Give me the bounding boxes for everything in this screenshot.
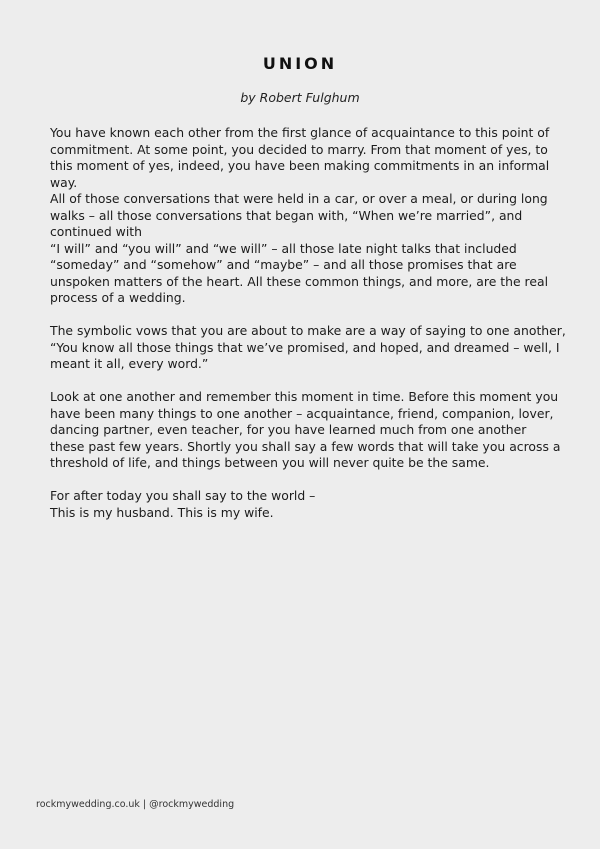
text-line: this moment of yes, indeed, you have been making commitments in an informal bbox=[50, 158, 550, 173]
text-line: Look at one another and remember this moment in time. Before this moment you bbox=[50, 389, 559, 404]
text-line: way. bbox=[50, 174, 78, 190]
author-byline: by Robert Fulghum bbox=[240, 90, 360, 105]
text-line: dancing partner, even teacher, for you have learned much from one another bbox=[50, 422, 527, 437]
text-line: unspoken matters of the heart. All these common things, and more, are the real bbox=[50, 273, 549, 289]
text-line: The symbolic vows that you are about to make are a way of saying to one another, bbox=[50, 323, 566, 338]
text-line: You have known each other from the first glance of acquaintance to this point of bbox=[50, 125, 550, 140]
paragraph bbox=[50, 125, 570, 307]
text-line: continued with bbox=[50, 224, 142, 239]
document-title: UNION bbox=[262, 54, 338, 73]
text-line: “someday” and “somehow” and “maybe” – and all those promises that are bbox=[50, 257, 517, 272]
text-line: For after today you shall say to the world – bbox=[50, 488, 316, 503]
text-line: process of a wedding. bbox=[50, 290, 186, 305]
document-body bbox=[50, 125, 570, 538]
text-line: threshold of life, and things between you will never quite be the same. bbox=[50, 455, 490, 470]
text-line: these past few years. Shortly you shall say a few words that will take you across a bbox=[50, 438, 561, 454]
paragraph bbox=[50, 323, 570, 373]
paragraph bbox=[50, 488, 570, 521]
text-line: commitment. At some point, you decided to marry. From that moment of yes, to bbox=[50, 141, 548, 157]
text-line: meant it all, every word.” bbox=[50, 356, 209, 371]
footer-credit: rockmywedding.co.uk | @rockmywedding bbox=[36, 799, 235, 810]
text-line: walks – all those conversations that began with, “When we’re married”, and bbox=[50, 207, 523, 223]
text-line: All of those conversations that were held in a car, or over a meal, or during long bbox=[50, 191, 548, 206]
text-line: This is my husband. This is my wife. bbox=[50, 504, 274, 520]
text-line: “I will” and “you will” and “we will” – all those late night talks that included bbox=[50, 240, 517, 256]
text-line: “You know all those things that we’ve promised, and hoped, and dreamed – well, I bbox=[50, 339, 560, 355]
paragraph bbox=[50, 389, 570, 472]
text-line: have been many things to one another – acquaintance, friend, companion, lover, bbox=[50, 405, 554, 421]
